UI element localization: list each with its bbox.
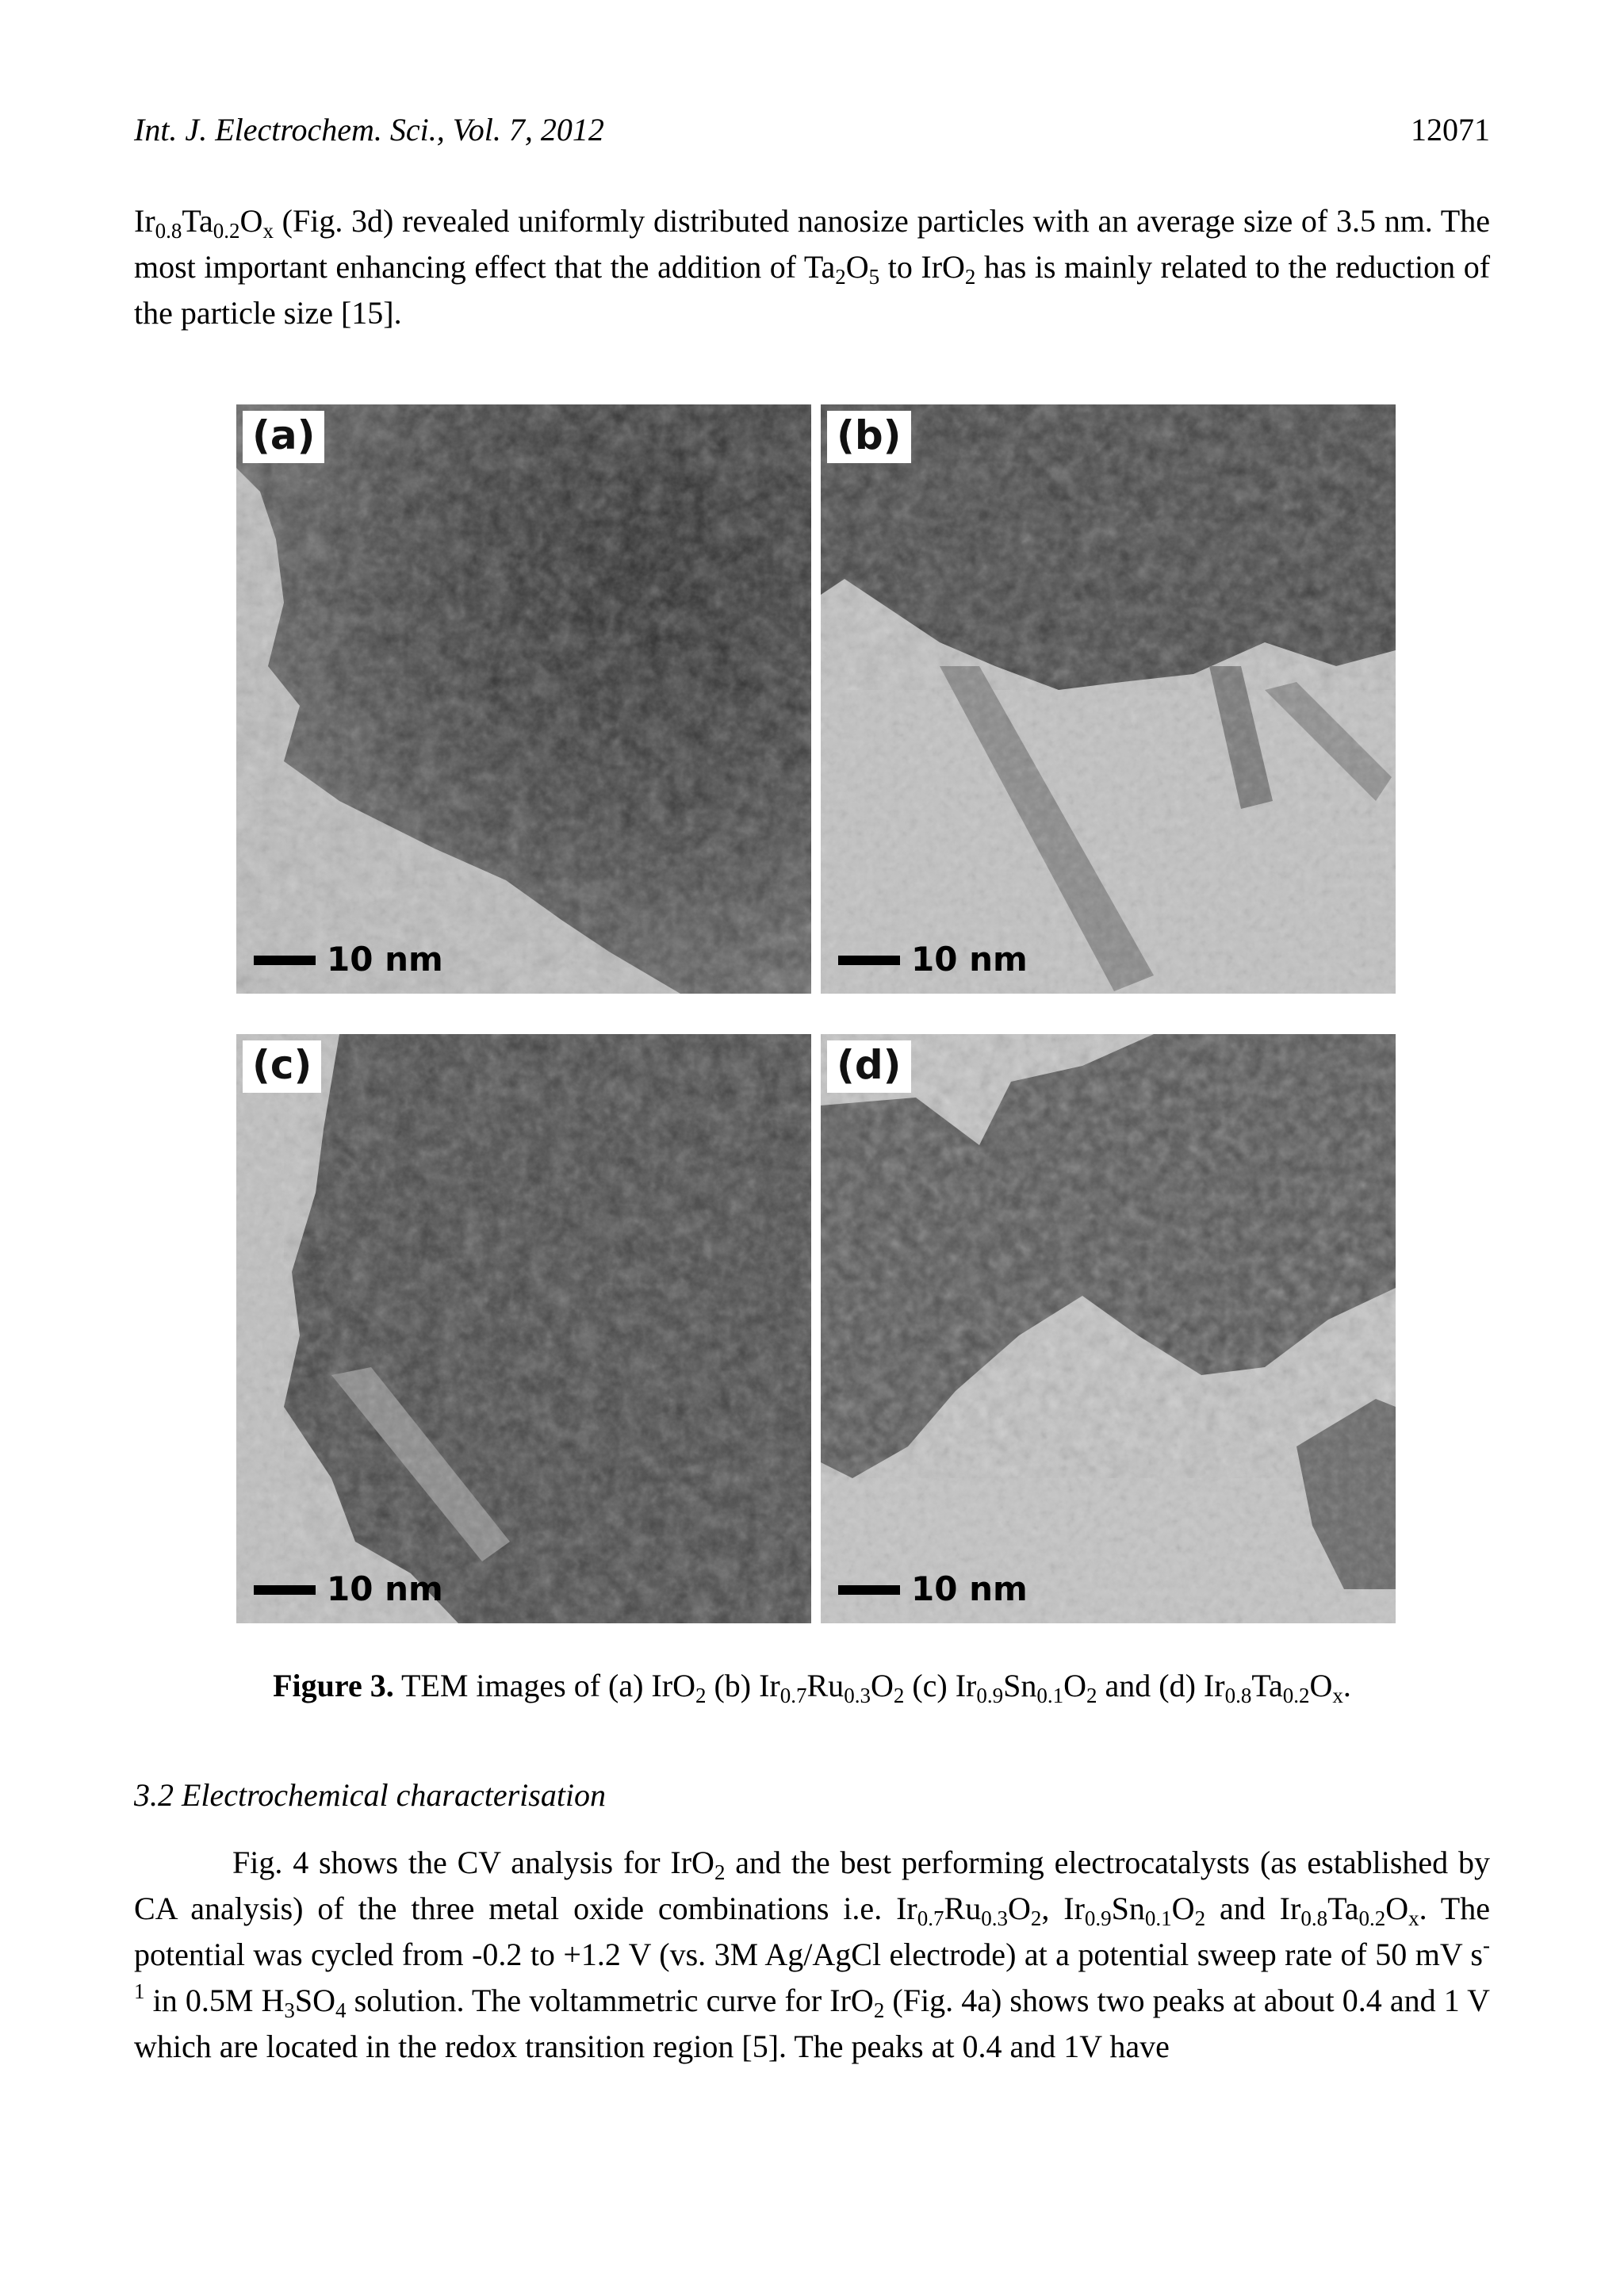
scale-bar-line	[838, 1585, 900, 1595]
scale-bar-label: 10 nm	[911, 1569, 1028, 1608]
section-heading: 3.2 Electrochemical characterisation	[134, 1777, 607, 1813]
paragraph-cv-analysis: Fig. 4 shows the CV analysis for IrO$_2$ and the best performing electrocatalysts (as established by CA analysis) of the three metal oxide combinations i.e. $Ir_{0.7}Ru_{0.3}O_2$, $Ir_{0.9}Sn_{0.1}O_2$ and $Ir_{0.8}Ta_{0.2}O_x$. The potential was cycled from -0.2 to +1.2 V (vs. 3M Ag/AgCl electrode) at a potential sweep rate of 50 mV $s^{-1}$ in 0.5M $H_3SO_4$ solution. The voltammetric curve for IrO$_2$ (Fig. 4a) shows two peaks at about 0.4 and 1 V which are located in the redox transition region [5]. The peaks at 0.4 and 1V have	[134, 1845, 1490, 2064]
panel-label-d: (d)	[827, 1040, 911, 1093]
paragraph-particle-size: $Ir_{0.8}Ta_{0.2}O_x$ (Fig. 3d) revealed uniformly distributed nanosize particles with an average size of 3.5 nm. The most important enhancing effect that the addition of $Ta_2O_5$ to IrO$_2$ has is mainly related to the reduction of the particle size [15].	[134, 203, 1491, 331]
tem-panel-d	[821, 1034, 1396, 1623]
scale-bar-line	[838, 956, 900, 965]
panel-label-b: (b)	[827, 411, 911, 463]
tem-image-b	[821, 404, 1396, 994]
page-number: 12071	[1411, 112, 1490, 148]
tem-image-c	[236, 1034, 811, 1623]
panel-label-c: (c)	[243, 1040, 321, 1093]
tem-panel-a	[236, 404, 811, 994]
scale-bar-label: 10 nm	[911, 940, 1028, 979]
panel-label-a: (a)	[243, 411, 324, 463]
scale-bar-line	[254, 1585, 316, 1595]
journal-citation: Int. J. Electrochem. Sci., Vol. 7, 2012	[134, 112, 604, 148]
scale-bar-label: 10 nm	[327, 1569, 443, 1608]
tem-image-d	[821, 1034, 1396, 1623]
scale-bar-line	[254, 956, 316, 965]
tem-panel-b	[821, 404, 1396, 994]
scale-bar-label: 10 nm	[327, 940, 443, 979]
figure-3-tem-images	[236, 404, 1396, 1623]
figure-caption: Figure 3. TEM images of (a) IrO$_2$ (b) $Ir_{0.7}Ru_{0.3}O_2$ (c) $Ir_{0.9}Sn_{0.1}O_2$ and (d) $Ir_{0.8}Ta_{0.2}O_x$.	[273, 1668, 1351, 1707]
running-header	[134, 111, 1490, 159]
tem-panel-c	[236, 1034, 811, 1623]
tem-image-a	[236, 404, 811, 994]
